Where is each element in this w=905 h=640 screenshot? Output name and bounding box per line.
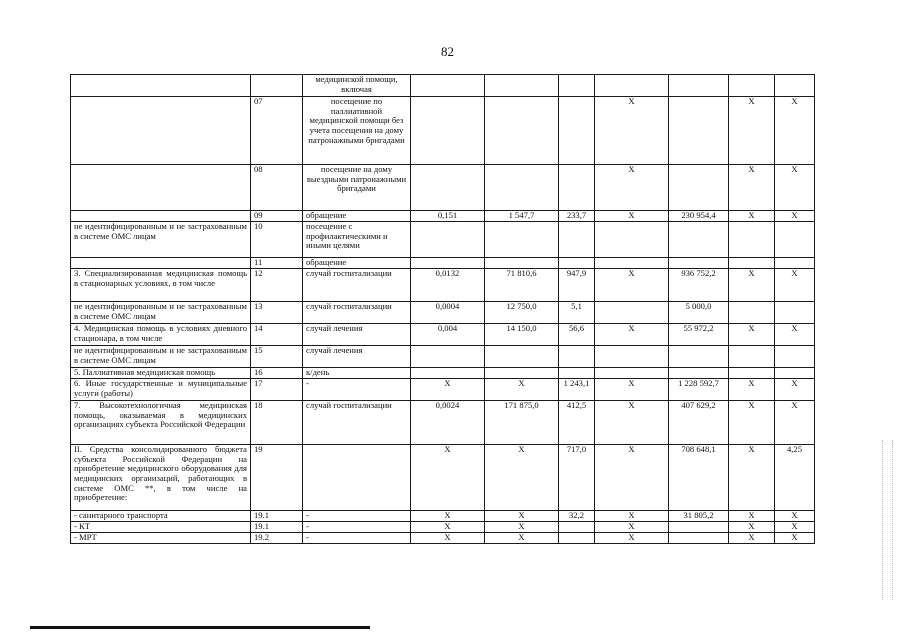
unit-cell: - xyxy=(303,511,411,522)
unit-cell: обращение xyxy=(303,211,411,222)
per-capita-budget-cell xyxy=(559,165,595,211)
scan-edge-mark xyxy=(882,440,884,600)
row-name-cell xyxy=(71,75,251,97)
percent-cell xyxy=(775,75,815,97)
row-number-cell: 19.1 xyxy=(251,511,303,522)
per-capita-budget-cell xyxy=(559,533,595,544)
per-capita-budget-cell: 947,9 xyxy=(559,269,595,302)
per-capita-budget-cell xyxy=(559,346,595,368)
table-row xyxy=(71,222,815,258)
percent-cell: X xyxy=(775,324,815,346)
cost-cell: X xyxy=(485,445,559,511)
sum-oms-cell: X xyxy=(729,533,775,544)
table-row xyxy=(71,165,815,211)
per-capita-budget-cell: 233,7 xyxy=(559,211,595,222)
row-name-cell: не идентифицированным и не застрахованным в системе ОМС лицам xyxy=(71,346,251,368)
row-number-cell: 12 xyxy=(251,269,303,302)
sum-oms-cell: X xyxy=(729,269,775,302)
row-number-cell: 19.1 xyxy=(251,522,303,533)
norm-cell: X xyxy=(411,533,485,544)
row-name-cell: не идентифицированным и не застрахованным в системе ОМС лицам xyxy=(71,222,251,258)
per-capita-oms-cell: X xyxy=(595,522,669,533)
row-number-cell: 07 xyxy=(251,97,303,165)
row-name-cell: не идентифицированным и не застрахованным в системе ОМС лицам xyxy=(71,302,251,324)
cost-cell xyxy=(485,75,559,97)
per-capita-budget-cell xyxy=(559,522,595,533)
percent-cell: X xyxy=(775,533,815,544)
sum-oms-cell: X xyxy=(729,211,775,222)
row-name-cell xyxy=(71,258,251,269)
row-number-cell: 14 xyxy=(251,324,303,346)
percent-cell: X xyxy=(775,379,815,401)
per-capita-budget-cell: 1 243,1 xyxy=(559,379,595,401)
sum-oms-cell: X xyxy=(729,379,775,401)
percent-cell: X xyxy=(775,97,815,165)
sum-budget-cell: 31 805,2 xyxy=(669,511,729,522)
sum-oms-cell xyxy=(729,75,775,97)
percent-cell xyxy=(775,346,815,368)
row-number-cell: 19 xyxy=(251,445,303,511)
percent-cell xyxy=(775,222,815,258)
sum-budget-cell xyxy=(669,165,729,211)
sum-budget-cell xyxy=(669,346,729,368)
row-number-cell: 10 xyxy=(251,222,303,258)
per-capita-oms-cell: X xyxy=(595,379,669,401)
sum-budget-cell: 5 000,0 xyxy=(669,302,729,324)
row-name-cell: - санитарного транспорта xyxy=(71,511,251,522)
unit-cell: к/день xyxy=(303,368,411,379)
per-capita-oms-cell xyxy=(595,222,669,258)
cost-cell: X xyxy=(485,522,559,533)
cost-cell: 12 750,0 xyxy=(485,302,559,324)
sum-budget-cell: 936 752,2 xyxy=(669,269,729,302)
cost-cell xyxy=(485,222,559,258)
unit-cell: случай госпитализации xyxy=(303,401,411,445)
per-capita-budget-cell: 56,6 xyxy=(559,324,595,346)
row-name-cell xyxy=(71,211,251,222)
norm-cell xyxy=(411,346,485,368)
cost-cell: X xyxy=(485,533,559,544)
sum-oms-cell: X xyxy=(729,401,775,445)
cost-cell: 71 810,6 xyxy=(485,269,559,302)
table-row xyxy=(71,324,815,346)
table-row xyxy=(71,211,815,222)
table-row xyxy=(71,511,815,522)
table-row xyxy=(71,445,815,511)
per-capita-oms-cell: X xyxy=(595,324,669,346)
sum-budget-cell xyxy=(669,97,729,165)
table-row xyxy=(71,97,815,165)
per-capita-budget-cell xyxy=(559,97,595,165)
cost-cell: X xyxy=(485,379,559,401)
norm-cell: X xyxy=(411,522,485,533)
sum-budget-cell xyxy=(669,522,729,533)
row-number-cell xyxy=(251,75,303,97)
unit-cell xyxy=(303,445,411,511)
row-number-cell: 11 xyxy=(251,258,303,269)
norm-cell: X xyxy=(411,511,485,522)
percent-cell: X xyxy=(775,522,815,533)
per-capita-budget-cell xyxy=(559,222,595,258)
per-capita-budget-cell xyxy=(559,258,595,269)
row-number-cell: 19.2 xyxy=(251,533,303,544)
norm-cell xyxy=(411,368,485,379)
per-capita-oms-cell: X xyxy=(595,445,669,511)
per-capita-budget-cell: 412,5 xyxy=(559,401,595,445)
footnote-rule xyxy=(30,626,370,629)
row-name-cell: - КТ xyxy=(71,522,251,533)
per-capita-oms-cell xyxy=(595,368,669,379)
per-capita-oms-cell xyxy=(595,258,669,269)
per-capita-oms-cell xyxy=(595,302,669,324)
norm-cell: 0,0132 xyxy=(411,269,485,302)
table-row xyxy=(71,379,815,401)
row-name-cell: 5. Паллиативная медицинская помощь xyxy=(71,368,251,379)
unit-cell: случай госпитализации xyxy=(303,269,411,302)
percent-cell: 4,25 xyxy=(775,445,815,511)
cost-cell: 171 875,0 xyxy=(485,401,559,445)
table-row xyxy=(71,75,815,97)
norm-cell xyxy=(411,222,485,258)
data-table xyxy=(70,74,815,544)
sum-budget-cell xyxy=(669,222,729,258)
per-capita-budget-cell: 32,2 xyxy=(559,511,595,522)
cost-cell xyxy=(485,346,559,368)
cost-cell xyxy=(485,258,559,269)
per-capita-oms-cell: X xyxy=(595,269,669,302)
sum-budget-cell: 1 228 592,7 xyxy=(669,379,729,401)
norm-cell xyxy=(411,97,485,165)
table-row xyxy=(71,302,815,324)
row-name-cell xyxy=(71,165,251,211)
sum-oms-cell xyxy=(729,346,775,368)
cost-cell: 1 547,7 xyxy=(485,211,559,222)
row-number-cell: 09 xyxy=(251,211,303,222)
row-number-cell: 18 xyxy=(251,401,303,445)
per-capita-budget-cell xyxy=(559,75,595,97)
row-name-cell: 4. Медицинская помощь в условиях дневного стационара, в том числе xyxy=(71,324,251,346)
norm-cell: 0,151 xyxy=(411,211,485,222)
page-number: 82 xyxy=(441,44,454,59)
unit-cell: посещение по паллиативной медицинской помощи без учета посещения на дому патронажными бригадами xyxy=(303,97,411,165)
sum-oms-cell: X xyxy=(729,97,775,165)
norm-cell: 0,004 xyxy=(411,324,485,346)
sum-oms-cell xyxy=(729,368,775,379)
percent-cell xyxy=(775,258,815,269)
sum-oms-cell: X xyxy=(729,165,775,211)
unit-cell: обращение xyxy=(303,258,411,269)
percent-cell: X xyxy=(775,511,815,522)
unit-cell: случай госпитализации xyxy=(303,302,411,324)
sum-budget-cell: 230 954,4 xyxy=(669,211,729,222)
norm-cell: X xyxy=(411,445,485,511)
sum-budget-cell: 708 648,1 xyxy=(669,445,729,511)
percent-cell: X xyxy=(775,165,815,211)
row-name-cell: 3. Специализированная медицинская помощь в стационарных условиях, в том числе xyxy=(71,269,251,302)
sum-oms-cell: X xyxy=(729,445,775,511)
unit-cell: медицинской помощи, включая xyxy=(303,75,411,97)
norm-cell: X xyxy=(411,379,485,401)
percent-cell: X xyxy=(775,269,815,302)
per-capita-oms-cell: X xyxy=(595,165,669,211)
row-number-cell: 16 xyxy=(251,368,303,379)
norm-cell: 0,0004 xyxy=(411,302,485,324)
per-capita-oms-cell: X xyxy=(595,511,669,522)
sum-budget-cell: 407 629,2 xyxy=(669,401,729,445)
per-capita-budget-cell xyxy=(559,368,595,379)
norm-cell xyxy=(411,165,485,211)
table-row xyxy=(71,533,815,544)
cost-cell xyxy=(485,97,559,165)
unit-cell: посещение на дому выездными патронажными бригадами xyxy=(303,165,411,211)
percent-cell xyxy=(775,302,815,324)
per-capita-oms-cell xyxy=(595,346,669,368)
sum-budget-cell xyxy=(669,258,729,269)
row-name-cell: - МРТ xyxy=(71,533,251,544)
unit-cell: - xyxy=(303,533,411,544)
unit-cell: случай лечения xyxy=(303,324,411,346)
cost-cell xyxy=(485,165,559,211)
per-capita-budget-cell: 717,0 xyxy=(559,445,595,511)
per-capita-oms-cell: X xyxy=(595,97,669,165)
sum-oms-cell: X xyxy=(729,324,775,346)
sum-budget-cell: 55 972,2 xyxy=(669,324,729,346)
unit-cell: случай лечения xyxy=(303,346,411,368)
table-row xyxy=(71,269,815,302)
row-name-cell xyxy=(71,97,251,165)
row-number-cell: 15 xyxy=(251,346,303,368)
row-number-cell: 08 xyxy=(251,165,303,211)
percent-cell: X xyxy=(775,401,815,445)
cost-cell: X xyxy=(485,511,559,522)
unit-cell: - xyxy=(303,379,411,401)
percent-cell: X xyxy=(775,211,815,222)
per-capita-oms-cell: X xyxy=(595,533,669,544)
norm-cell: 0,0024 xyxy=(411,401,485,445)
percent-cell xyxy=(775,368,815,379)
sum-oms-cell xyxy=(729,258,775,269)
scan-edge-mark xyxy=(892,440,894,600)
cost-cell: 14 150,0 xyxy=(485,324,559,346)
sum-budget-cell xyxy=(669,368,729,379)
table-body xyxy=(71,75,815,544)
sum-budget-cell xyxy=(669,533,729,544)
unit-cell: - xyxy=(303,522,411,533)
row-number-cell: 13 xyxy=(251,302,303,324)
table-row xyxy=(71,346,815,368)
row-number-cell: 17 xyxy=(251,379,303,401)
sum-oms-cell xyxy=(729,222,775,258)
sum-oms-cell xyxy=(729,302,775,324)
norm-cell xyxy=(411,258,485,269)
sum-oms-cell: X xyxy=(729,522,775,533)
table-row xyxy=(71,368,815,379)
per-capita-oms-cell: X xyxy=(595,211,669,222)
per-capita-oms-cell: X xyxy=(595,401,669,445)
sum-budget-cell xyxy=(669,75,729,97)
norm-cell xyxy=(411,75,485,97)
row-name-cell: II. Средства консолидированного бюджета субъекта Российской Федерации на приобретение медицинского оборудования для медицинских организаций, работающих в системе ОМС **, в том числе на приобретение: xyxy=(71,445,251,511)
table-row xyxy=(71,522,815,533)
table-row xyxy=(71,401,815,445)
per-capita-budget-cell: 5,1 xyxy=(559,302,595,324)
table-row xyxy=(71,258,815,269)
unit-cell: посещение с профилактическими и иными целями xyxy=(303,222,411,258)
row-name-cell: 7. Высокотехнологичная медицинская помощь, оказываемая в медицинских организациях субъекта Российской Федерации xyxy=(71,401,251,445)
cost-cell xyxy=(485,368,559,379)
sum-oms-cell: X xyxy=(729,511,775,522)
per-capita-oms-cell xyxy=(595,75,669,97)
row-name-cell: 6. Иные государственные и муниципальные услуги (работы) xyxy=(71,379,251,401)
